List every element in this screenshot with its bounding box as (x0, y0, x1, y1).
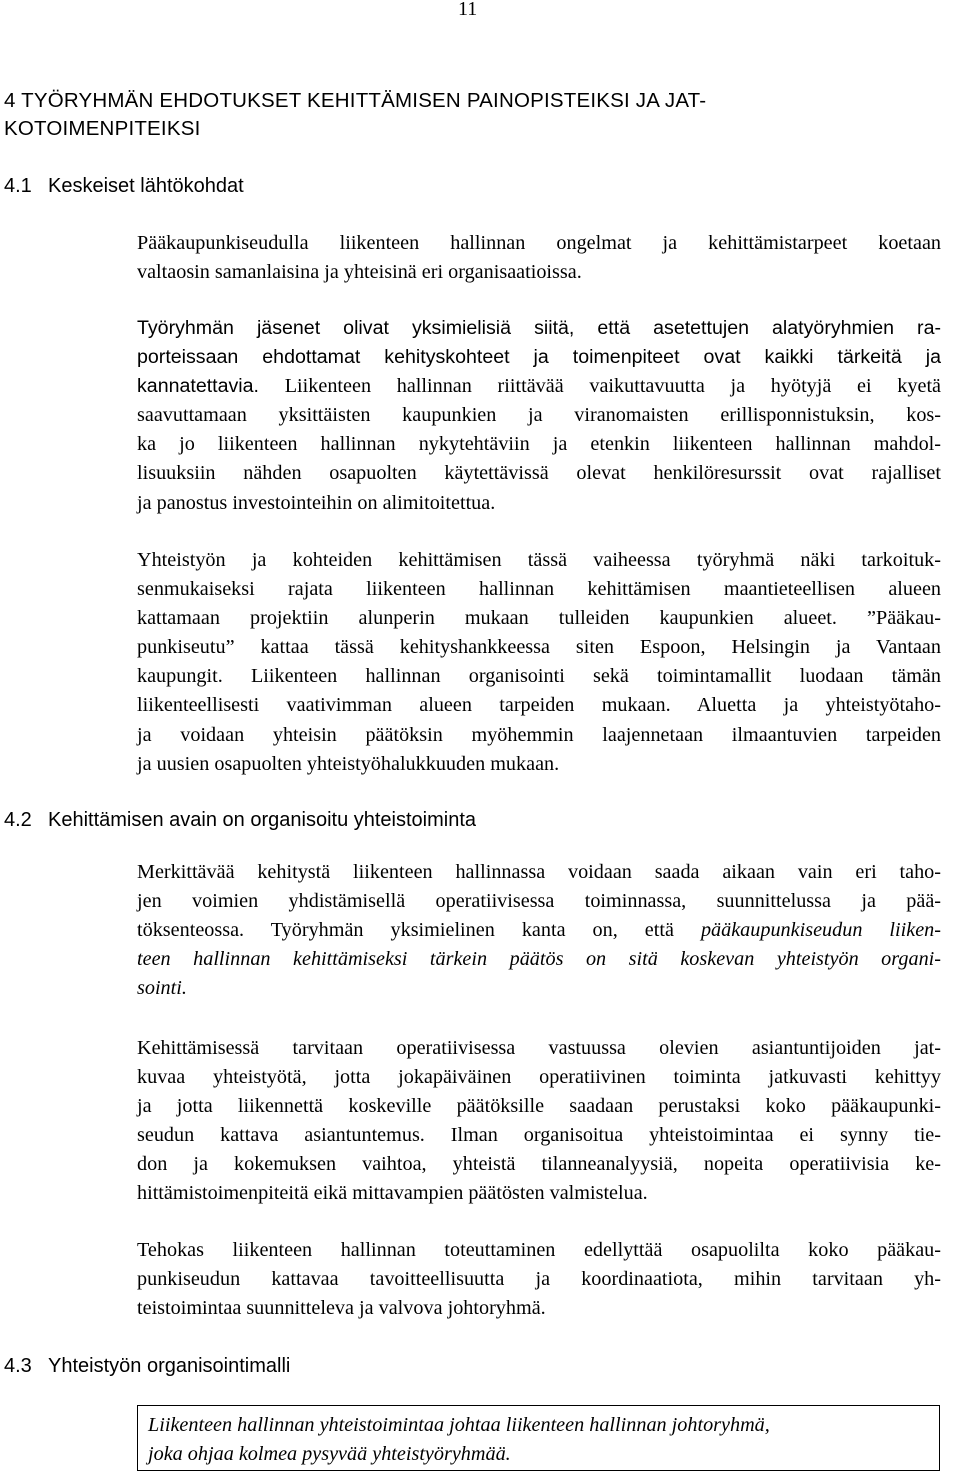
text-line (137, 945, 941, 974)
paragraph (137, 229, 941, 287)
paragraph (137, 858, 941, 1003)
text-line: Merkittävää kehitystä liikenteen hallinnassa voidaan saada aikaan vain eri taho- (137, 861, 941, 883)
text-line: lisuuksiin nähden osapuolten käytettävissä olevat henkilöresurssit ovat rajalliset (137, 462, 941, 485)
text-line: valtaosin samanlaisina ja yhteisinä eri organisaatioissa. (137, 261, 582, 284)
page-number: 11 (458, 0, 478, 20)
section-title: Kehittämisen avain on organisoitu yhteistoiminta (48, 809, 477, 831)
text-line (137, 372, 941, 401)
section-title: Yhteistyön organisointimalli (48, 1355, 291, 1377)
paragraph (137, 1034, 941, 1209)
paragraph (137, 314, 941, 518)
text-line: Pääkaupunkiseudulla liikenteen hallinnan ongelmat ja kehittämistarpeet koetaan (137, 232, 941, 254)
text-line: liikenteellisesti vaativimman alueen tarpeiden mukaan. Aluetta ja yhteistyötaho- (137, 694, 941, 717)
text-line: Tehokas liikenteen hallinnan toteuttaminen edellyttää osapuolilta koko pääkau- (137, 1239, 941, 1261)
chapter-heading-line: 4 TYÖRYHMÄN EHDOTUKSET KEHITTÄMISEN PAINOPISTEIKSI JA JAT- (4, 89, 707, 112)
emphasis-text: teen hallinnan kehittämiseksi tärkein päätös on sitä koskevan yhteistyön organi- (137, 948, 941, 971)
text-line: porteissaan ehdottamat kehityskohteet ja toimenpiteet ovat kaikki tärkeitä ja (137, 346, 941, 369)
chapter-heading-line: KOTOIMENPITEIKSI (4, 117, 201, 140)
text-line: senmukaiseksi rajata liikenteen hallinnan kehittämisen maantieteellisen alueen (137, 578, 941, 601)
chapter-heading (4, 87, 944, 143)
text-line: punkiseutu” kattaa tässä kehityshankkeessa siten Espoon, Helsingin ja Vantaan (137, 636, 941, 659)
text-line: ja uusien osapuolten yhteistyöhalukkuuden mukaan. (137, 752, 560, 775)
text-fragment: kannatettavia. (137, 375, 260, 398)
text-line: kuvaa yhteistyötä, jotta jokapäiväinen operatiivinen toiminta jatkuvasti kehittyy (137, 1066, 941, 1089)
text-fragment: Liikenteen hallinnan riittävää vaikuttavuutta ja hyötyjä ei kyetä (284, 375, 942, 398)
paragraph (137, 1236, 941, 1323)
text-line (137, 974, 941, 1003)
text-line: kaupungit. Liikenteen hallinnan organisointi sekä toimintamallit luodaan tämän (137, 665, 941, 688)
section-heading-4-1 (4, 172, 244, 200)
text-line: kattamaan projektiin alunperin mukaan tulleiden kaupunkien alueet. ”Pääkau- (137, 607, 941, 630)
section-number: 4.3 (4, 1355, 32, 1377)
text-fragment: töksenteossa. Työryhmän yksimielinen kanta on, että (137, 919, 701, 942)
text-line: punkiseudun kattavaa tavoitteellisuutta ja koordinaatiota, mihin tarvitaan yh- (137, 1268, 941, 1291)
text-line: don ja kokemuksen vaihtoa, yhteistä tilanneanalyysiä, nopeita operatiivisia ke- (137, 1153, 941, 1176)
text-line: hittämistoimenpiteitä eikä mittavampien päätösten valmistelua. (137, 1182, 648, 1205)
text-line (137, 916, 941, 945)
text-line: Yhteistyön ja kohteiden kehittämisen tässä vaiheessa työryhmä näki tarkoituk- (137, 549, 941, 571)
text-line: joka ohjaa kolmea pysyvää yhteistyöryhmää. (148, 1443, 511, 1465)
text-line: teistoimintaa suunnitteleva ja valvova johtoryhmä. (137, 1297, 546, 1320)
text-line: ka jo liikenteen hallinnan nykytehtäviin ja etenkin liikenteen hallinnan mahdol- (137, 433, 941, 456)
paragraph (137, 546, 941, 779)
section-heading-4-2 (4, 806, 476, 834)
text-line: ja jotta liikennettä koskeville päätöksille saadaan perustaksi koko pääkaupunki- (137, 1095, 941, 1118)
section-number: 4.1 (4, 175, 32, 197)
text-line: saavuttamaan yksittäisten kaupunkien ja viranomaisten erillisponnistuksin, kos- (137, 404, 941, 427)
text-line: Työryhmän jäsenet olivat yksimielisiä siitä, että asetettujen alatyöryhmien ra- (137, 317, 941, 339)
boxed-statement (137, 1405, 940, 1471)
text-line: Liikenteen hallinnan yhteistoimintaa johtaa liikenteen hallinnan johtoryhmä, (148, 1414, 770, 1436)
text-line: Kehittämisessä tarvitaan operatiivisessa vastuussa olevien asiantuntijoiden jat- (137, 1037, 941, 1059)
section-number: 4.2 (4, 809, 32, 831)
emphasis-text: pääkaupunkiseudun liiken- (700, 919, 941, 942)
text-line: ja voidaan yhteisin päätöksin myöhemmin laajennetaan ilmaantuvien tarpeiden (137, 723, 941, 746)
text-line: ja panostus investointeihin on alimitoitettua. (137, 491, 496, 514)
section-title: Keskeiset lähtökohdat (48, 175, 244, 197)
text-line: seudun kattava asiantuntemus. Ilman organisoitua yhteistoimintaa ei synny tie- (137, 1124, 941, 1147)
section-heading-4-3 (4, 1352, 290, 1380)
text-line: jen voimien yhdistämisellä operatiivisessa toiminnassa, suunnittelussa ja pää- (137, 890, 941, 913)
emphasis-text: sointi. (137, 977, 187, 1000)
